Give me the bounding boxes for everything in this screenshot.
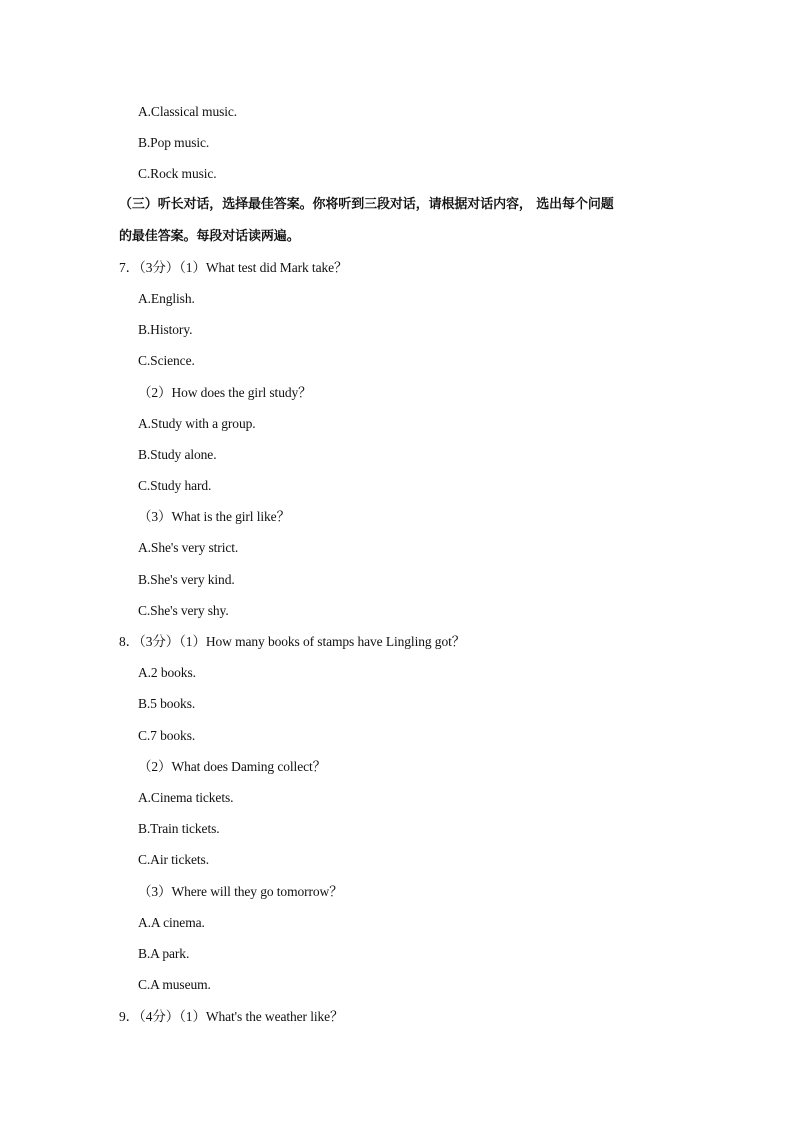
q7-p1-option-b: B.History. bbox=[138, 322, 193, 337]
q7-p3-option-c: C.She's very shy. bbox=[138, 603, 229, 618]
q7-p3-option-b: B.She's very kind. bbox=[138, 572, 235, 587]
q8-p2-option-b: B.Train tickets. bbox=[138, 821, 220, 836]
q7-p3-option-a: A.She's very strict. bbox=[138, 540, 239, 555]
q8-p1-option-a: A.2 books. bbox=[138, 665, 196, 680]
q6-option-a: A.Classical music. bbox=[138, 104, 238, 119]
q7-p1-option-c: C.Science. bbox=[138, 353, 195, 368]
q8-p2-option-a: A.Cinema tickets. bbox=[138, 790, 234, 805]
q6-option-c: C.Rock music. bbox=[138, 166, 217, 181]
q8-p1-option-c: C.7 books. bbox=[138, 728, 196, 743]
q8-p3-option-b: B.A park. bbox=[138, 946, 190, 961]
section3-instruction-line2: 的最佳答案。每段对话读两遍。 bbox=[119, 229, 300, 244]
q7-p2-option-b: B.Study alone. bbox=[138, 447, 217, 462]
q7-header: 7．（3分）（1）What test did Mark take？ bbox=[119, 260, 348, 275]
q6-option-b: B.Pop music. bbox=[138, 135, 210, 150]
q7-p2-option-a: A.Study with a group. bbox=[138, 416, 256, 431]
q8-p3-option-a: A.A cinema. bbox=[138, 915, 205, 930]
q7-p1-option-a: A.English. bbox=[138, 291, 195, 306]
q7-part2-question: （2）How does the girl study？ bbox=[138, 385, 312, 400]
section3-instruction-line1: （三）听长对话，选择最佳答案。你将听到三段对话，请根据对话内容， 选出每个问题 bbox=[119, 197, 614, 212]
q9-header: 9．（4分）（1）What's the weather like？ bbox=[119, 1009, 344, 1024]
q8-p2-option-c: C.Air tickets. bbox=[138, 852, 209, 867]
q7-part3-question: （3）What is the girl like？ bbox=[138, 509, 290, 524]
q8-p3-option-c: C.A museum. bbox=[138, 977, 211, 992]
q8-part2-question: （2）What does Daming collect？ bbox=[138, 759, 327, 774]
q7-p2-option-c: C.Study hard. bbox=[138, 478, 212, 493]
q8-p1-option-b: B.5 books. bbox=[138, 696, 196, 711]
q8-header: 8．（3分）（1）How many books of stamps have Lingling got？ bbox=[119, 634, 466, 649]
q8-part3-question: （3）Where will they go tomorrow？ bbox=[138, 884, 343, 899]
